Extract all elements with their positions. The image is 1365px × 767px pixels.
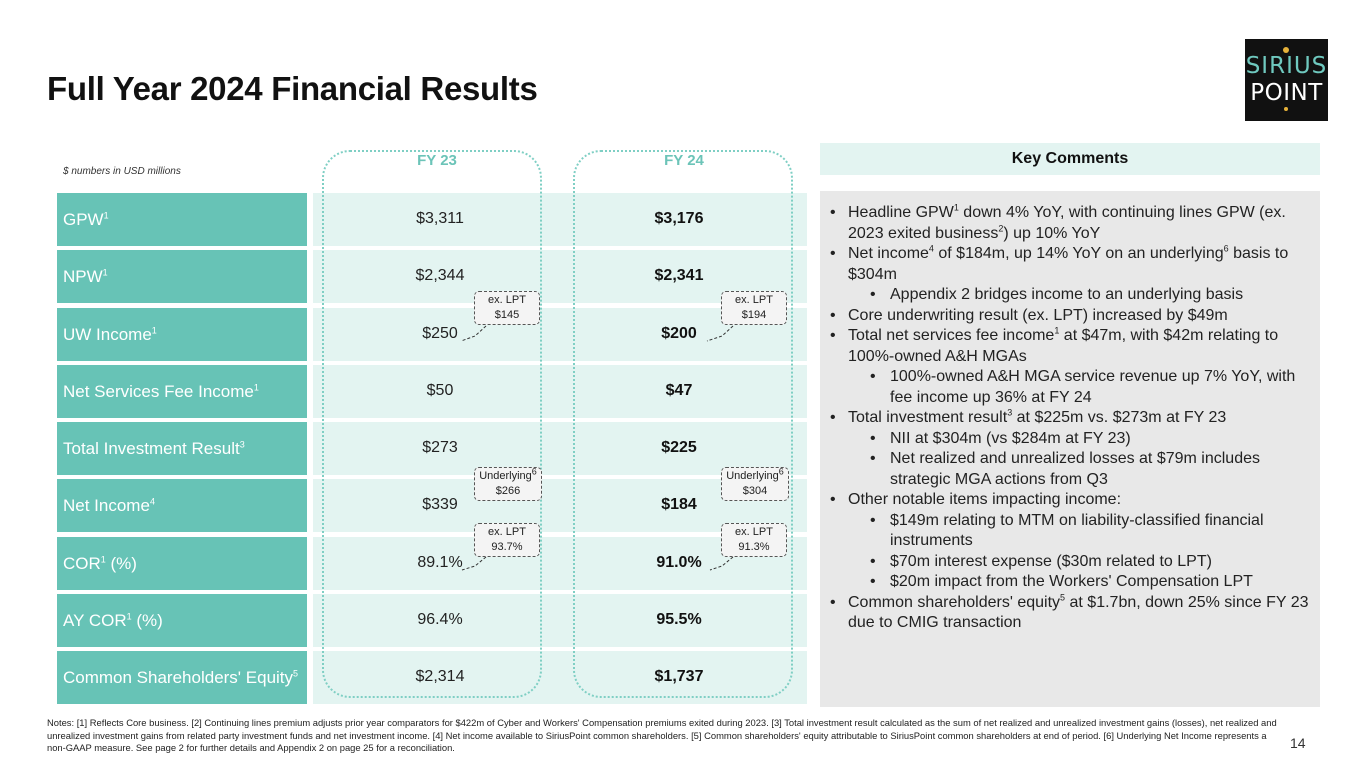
page-title: Full Year 2024 Financial Results — [47, 70, 538, 107]
key-comment-item — [828, 306, 1318, 327]
fy24-value: 91.0% — [656, 554, 702, 571]
footnote-ref: 1 — [1054, 325, 1060, 336]
fy23-value: $250 — [422, 325, 458, 342]
uw-income-fy23-ex-lpt-callout — [474, 291, 540, 325]
comment-text: Core underwriting result (ex. LPT) increased by $49m — [848, 306, 1228, 324]
comment-text: $70m interest expense ($30m related to LPT) — [890, 552, 1212, 570]
fy23-value: $50 — [426, 382, 454, 399]
callout-value: $304 — [742, 485, 768, 497]
row-label-text — [63, 326, 157, 344]
row-label — [57, 537, 307, 590]
fy23-value: $2,344 — [415, 267, 465, 284]
key-comment-sub-item — [828, 429, 1318, 450]
fy24-value: $2,341 — [654, 267, 704, 284]
comment-text: $20m impact from the Workers' Compensation LPT — [890, 573, 1253, 590]
footnote-ref: 3 — [1007, 407, 1013, 418]
fy23-value: $339 — [422, 496, 458, 513]
key-comment-item — [828, 408, 1318, 429]
row-label-suffix: (%) — [131, 610, 163, 630]
footnote-ref: 6 — [531, 466, 537, 477]
fy23-column-header: FY 23 — [417, 152, 457, 169]
cor-fy23-ex-lpt-callout — [474, 523, 540, 557]
fy24-value: $184 — [661, 496, 697, 513]
fy23-value: $2,314 — [415, 668, 465, 685]
row-label — [57, 594, 307, 647]
comment-text: ) up 10% YoY — [1003, 224, 1101, 242]
footnote-ref: 1 — [126, 610, 132, 621]
fy23-value: 89.1% — [417, 554, 463, 571]
key-comment-sub-item — [828, 367, 1318, 408]
callout-label: ex. LPT — [735, 526, 773, 538]
comment-text: basis to $304m — [848, 245, 1289, 283]
footnotes: Notes: [1] Reflects Core business. [2] Continuing lines premium adjusts prior year comparators for $422m of Cyber and Workers' Compensation premiums exited during 2023. [3] Total investment result calculated as the sum of net realized and unrealized investment gains (losses), net realized and unrealized investment gains from related party investment funds and net investment income. [4] Net income available to SiriusPoint common shareholders. [5] Common shareholders' equity attributable to SiriusPoint common shareholders at end of period. [6] Underlying Net Income represents a non-GAAP measure. See page 2 for further details and Appendix 2 on page 25 for a reconciliation. — [47, 717, 1277, 753]
key-comment-item — [828, 203, 1318, 244]
row-label-text — [63, 268, 108, 286]
footnote-ref: 1 — [103, 209, 109, 220]
net-income-fy24-underlying-callout — [721, 467, 789, 501]
callout-value: $194 — [741, 309, 767, 321]
comment-text: at $225m vs. $273m at FY 23 — [1012, 409, 1227, 426]
row-label-text — [63, 211, 109, 229]
comment-text: Appendix 2 bridges income to an underlying basis — [890, 286, 1244, 303]
row-label — [57, 250, 307, 303]
row-label-text — [63, 440, 245, 458]
footnote-ref: 1 — [253, 381, 259, 392]
fy23-column-outline — [322, 150, 542, 698]
footnote-ref: 1 — [100, 553, 106, 564]
comment-text: $149m relating to MTM on liability-classified financial instruments — [890, 511, 1264, 549]
fy23-value: $273 — [422, 439, 458, 456]
footnote-ref: 3 — [239, 438, 245, 449]
callout-label — [478, 466, 538, 484]
row-label — [57, 193, 307, 246]
footnote-ref: 6 — [778, 466, 784, 477]
comment-text: 100%-owned A&H MGA service revenue up 7% YoY, with fee income up 36% at FY 24 — [890, 368, 1296, 406]
row-label-name: Net Services Fee Income — [63, 381, 254, 401]
footnote-ref: 1 — [102, 266, 108, 277]
key-comment-sub-item — [828, 285, 1318, 306]
footnote-ref: 1 — [151, 324, 157, 335]
callout-label-text: Underlying — [479, 470, 532, 482]
comment-text: Net income — [848, 245, 929, 262]
row-label-suffix: (%) — [105, 553, 137, 573]
key-comment-sub-item — [828, 552, 1318, 573]
footnote-ref: 1 — [953, 202, 959, 213]
key-comment-item — [828, 593, 1318, 634]
comment-text: Total net services fee income — [848, 327, 1055, 344]
fy23-value: $3,311 — [416, 210, 464, 227]
comment-text: at $1.7bn, down 25% since FY 23 due to CMIG transaction — [848, 593, 1309, 631]
footnote-ref: 2 — [998, 223, 1004, 234]
units-note: $ numbers in USD millions — [63, 166, 181, 177]
footnote-ref: 5 — [1060, 592, 1066, 603]
row-label-text — [63, 497, 155, 515]
comment-text: Net realized and unrealized losses at $79m includes strategic MGA actions from Q3 — [890, 450, 1260, 488]
fy24-value: 95.5% — [656, 611, 702, 628]
page-number: 14 — [1290, 735, 1306, 751]
fy24-value: $1,737 — [654, 668, 704, 685]
fy24-value: $3,176 — [654, 210, 704, 227]
key-comments-list — [828, 203, 1318, 634]
comment-text: Common shareholders' equity — [848, 593, 1061, 611]
footnote-ref: 5 — [293, 667, 299, 678]
callout-value: 91.3% — [738, 541, 770, 553]
fy24-column-header: FY 24 — [664, 152, 704, 169]
comment-text: of $184m, up 14% YoY on an underlying — [933, 245, 1224, 262]
key-comment-sub-item — [828, 572, 1318, 593]
logo-line-1: SIRIUS — [1245, 53, 1328, 79]
key-comment-item — [828, 326, 1318, 367]
row-label — [57, 422, 307, 475]
fy24-value: $225 — [661, 439, 697, 456]
row-label — [57, 308, 307, 361]
row-label-name: GPW — [63, 209, 104, 229]
row-label-name: NPW — [63, 266, 103, 286]
callout-label: ex. LPT — [735, 294, 773, 306]
callout-value: $266 — [495, 485, 521, 497]
uw-income-fy24-ex-lpt-callout — [721, 291, 787, 325]
footnote-ref: 4 — [149, 495, 155, 506]
logo-line-2: POINT — [1250, 80, 1323, 106]
fy24-value: $47 — [665, 382, 693, 399]
callout-label: ex. LPT — [488, 294, 526, 306]
key-comment-item — [828, 490, 1318, 511]
row-label — [57, 479, 307, 532]
row-label-text — [63, 555, 137, 573]
fy24-column-outline — [573, 150, 793, 698]
cor-fy24-ex-lpt-callout — [721, 523, 787, 557]
row-label-text — [63, 669, 298, 687]
comment-text: NII at $304m (vs $284m at FY 23) — [890, 429, 1131, 447]
row-label-text — [63, 383, 259, 401]
siriuspoint-logo — [1245, 39, 1328, 121]
comment-text: at $47m, with $42m relating to 100%-owned A&H MGAs — [848, 327, 1279, 365]
row-label-name: AY COR — [63, 610, 127, 630]
footnote-ref: 6 — [1223, 243, 1229, 254]
logo-dot-bottom — [1284, 107, 1288, 111]
fy24-value: $200 — [661, 325, 697, 342]
callout-value: $145 — [494, 309, 520, 321]
comment-text: Other notable items impacting income: — [848, 491, 1122, 508]
row-label — [57, 365, 307, 418]
row-label-name: Common Shareholders' Equity — [63, 667, 294, 687]
key-comments-heading: Key Comments — [820, 143, 1320, 175]
callout-label-text: Underlying — [726, 470, 779, 482]
callout-label: ex. LPT — [488, 526, 526, 538]
key-comment-sub-item — [828, 449, 1318, 490]
net-income-fy23-underlying-callout — [474, 467, 542, 501]
comment-text: Headline GPW — [848, 204, 954, 221]
comment-text: down 4% YoY, with continuing lines GPW (ex. 2023 exited business — [848, 204, 1286, 242]
row-label-text — [63, 612, 163, 630]
fy23-value: 96.4% — [417, 611, 463, 628]
callout-label — [725, 466, 785, 484]
key-comment-sub-item — [828, 511, 1318, 552]
row-label-name: COR — [63, 553, 101, 573]
callout-value: 93.7% — [491, 541, 523, 553]
row-label-name: Total Investment Result — [63, 438, 240, 458]
comment-text: Total investment result — [848, 409, 1008, 426]
footnote-ref: 4 — [928, 243, 934, 254]
row-label-name: Net Income — [63, 495, 150, 515]
row-label — [57, 651, 307, 704]
row-label-name: UW Income — [63, 324, 152, 344]
key-comment-item — [828, 244, 1318, 285]
